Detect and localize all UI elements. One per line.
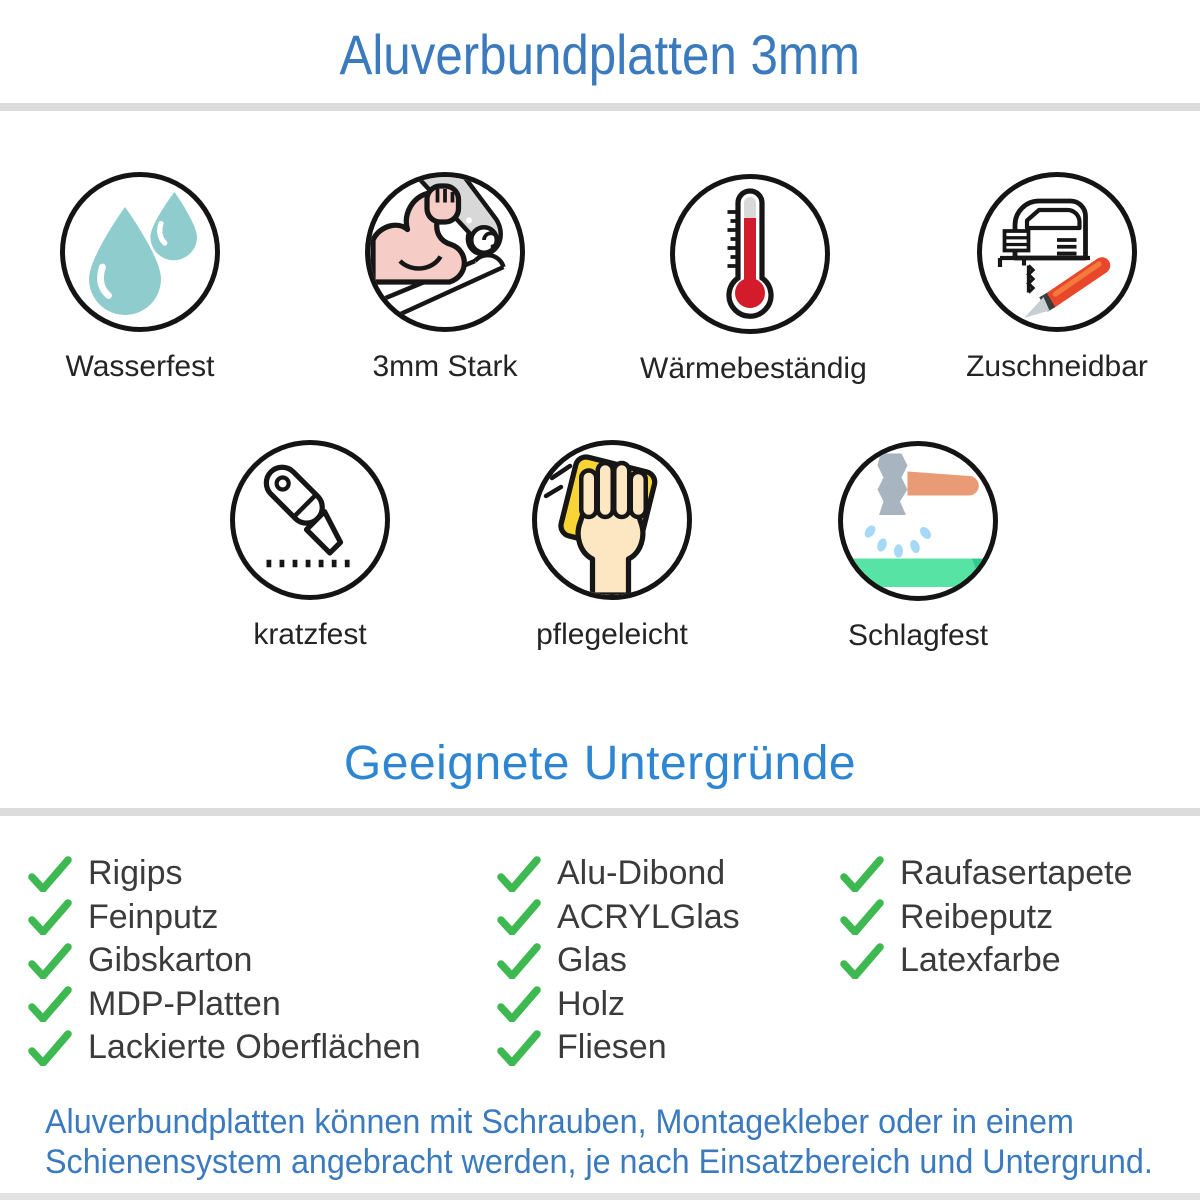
- substrate-label: ACRYLGlas: [557, 897, 740, 936]
- substrate-label: Rigips: [88, 854, 183, 893]
- substrate-label: Glas: [557, 941, 627, 980]
- check-icon: [28, 943, 72, 979]
- substrate-label: Lackierte Oberflächen: [88, 1028, 421, 1067]
- feature-kratzfest: [200, 440, 420, 652]
- footer-line-1: Aluverbundplatten können mit Schrauben, Montagekleber oder in einem: [45, 1103, 1074, 1141]
- feature-label: Wärmebeständig: [640, 352, 867, 385]
- substrate-label: Latexfarbe: [900, 941, 1061, 980]
- feature-pflegeleicht: [502, 440, 722, 652]
- page-title-text: Aluverbundplatten 3mm: [339, 23, 861, 86]
- check-icon: [28, 986, 72, 1022]
- hammer-icon: [838, 441, 998, 601]
- section-divider: [0, 103, 1200, 111]
- substrate-item: [840, 939, 1133, 983]
- check-icon: [840, 856, 884, 892]
- section-divider: [0, 808, 1200, 816]
- substrate-item: [28, 852, 421, 896]
- feature-label: pflegeleicht: [536, 618, 688, 651]
- substrate-item: [28, 896, 421, 940]
- substrate-label: Reibeputz: [900, 897, 1054, 936]
- check-icon: [497, 856, 541, 892]
- footer-line-2: Schienensystem angebracht werden, je nach Einsatzbereich und Untergrund.: [45, 1143, 1153, 1181]
- water-drops-icon: [60, 172, 220, 332]
- feature-waermebestaendig: [640, 174, 867, 386]
- check-icon: [28, 1030, 72, 1066]
- substrate-item: [497, 896, 740, 940]
- substrate-item: [497, 939, 740, 983]
- substrate-column-3: [840, 852, 1133, 983]
- check-icon: [840, 943, 884, 979]
- feature-zuschneidbar: [947, 172, 1167, 384]
- utility-knife-icon: [230, 440, 390, 600]
- substrate-label: Gibskarton: [88, 941, 253, 980]
- substrate-item: [497, 852, 740, 896]
- cleaning-hand-icon: [532, 440, 692, 600]
- jigsaw-knife-icon: [977, 172, 1137, 332]
- feature-3mm-stark: [335, 172, 555, 384]
- substrate-label: Raufasertapete: [900, 854, 1133, 893]
- substrate-item: [28, 1026, 421, 1070]
- feature-label: kratzfest: [253, 618, 367, 651]
- thermometer-icon: [670, 174, 830, 334]
- feature-label: Wasserfest: [65, 350, 215, 383]
- check-icon: [28, 899, 72, 935]
- feature-label: Zuschneidbar: [966, 350, 1148, 383]
- substrate-column-2: [497, 852, 740, 1070]
- substrate-column-1: [28, 852, 421, 1070]
- footer-note: [45, 1102, 1200, 1182]
- substrate-item: [28, 939, 421, 983]
- substrate-label: Holz: [557, 984, 626, 1023]
- muscle-arm-icon: [365, 172, 525, 332]
- check-icon: [497, 899, 541, 935]
- feature-label: Schlagfest: [847, 619, 989, 652]
- substrate-label: MDP-Platten: [88, 984, 281, 1023]
- substrate-label: Alu-Dibond: [557, 854, 726, 893]
- check-icon: [497, 986, 541, 1022]
- section-divider: [0, 1193, 1200, 1200]
- section-heading-untergruende: Geeignete Untergründe: [343, 737, 857, 790]
- substrate-item: [28, 983, 421, 1027]
- substrate-item: [497, 1026, 740, 1070]
- check-icon: [28, 856, 72, 892]
- page-title: [0, 22, 1200, 87]
- feature-label: 3mm Stark: [372, 350, 518, 383]
- substrate-item: [840, 896, 1133, 940]
- check-icon: [497, 943, 541, 979]
- check-icon: [840, 899, 884, 935]
- feature-schlagfest: [808, 441, 1028, 653]
- substrate-label: Feinputz: [88, 897, 219, 936]
- substrate-item: [840, 852, 1133, 896]
- substrate-label: Fliesen: [557, 1028, 667, 1067]
- feature-wasserfest: [30, 172, 250, 384]
- check-icon: [497, 1030, 541, 1066]
- substrate-item: [497, 983, 740, 1027]
